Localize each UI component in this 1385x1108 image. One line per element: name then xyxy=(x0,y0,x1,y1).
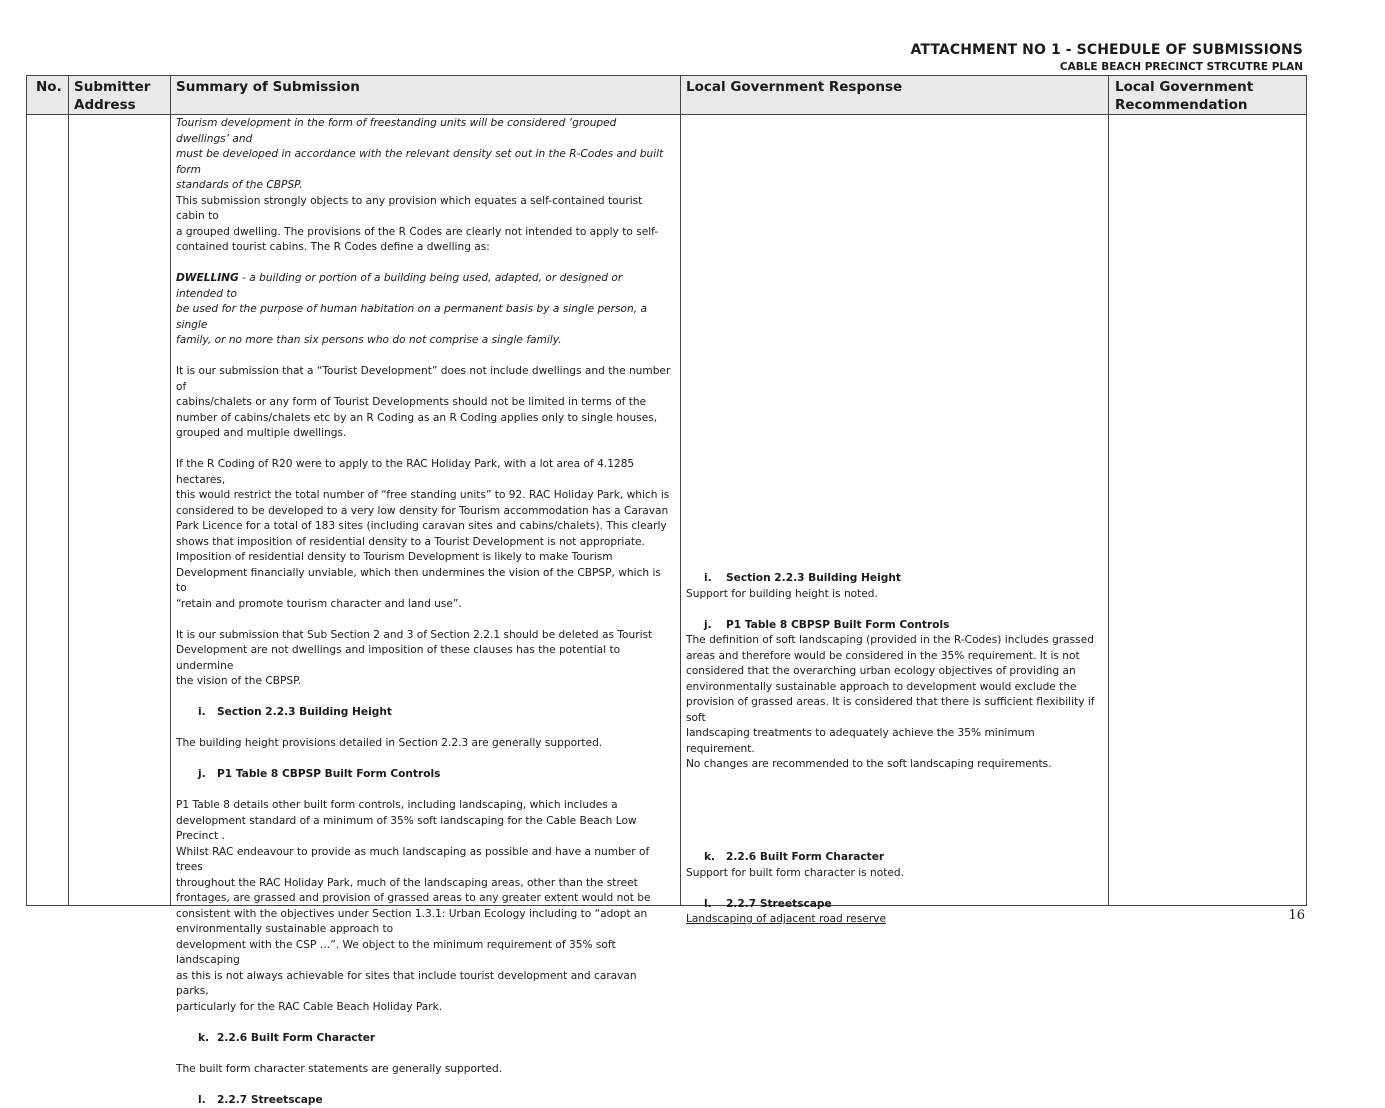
col-header-response: Local Government Response xyxy=(686,78,902,96)
summary-paragraph: If the R Coding of R20 were to apply to the RAC Holiday Park, with a lot area of 4.1285 hectares, this would restrict the total number of “free standing units” to 92. RAC Holiday Park, which is considered to be developed to a very low density for Tourism accommodation has a Caravan Park Licence for a total of 183 sites (including caravan sites and cabins/chalets). This clearly shows that imposition of residential density to a Tourist Development is not appropriate. Imposition of residential density to Tourism Development is likely to make Tourism Development financially unviable, which then undermines the vision of the CBPSP, which is to “retain and promote tourism character and land use”. xyxy=(176,457,671,612)
submissions-table xyxy=(26,75,1307,906)
col-header-summary: Summary of Submission xyxy=(176,78,360,96)
section-title: Section 2.2.3 Building Height xyxy=(217,706,392,718)
column-divider xyxy=(68,76,69,905)
page-number: 16 xyxy=(1288,908,1305,923)
column-divider xyxy=(680,76,681,905)
response-section-heading xyxy=(686,897,1106,913)
section-title: P1 Table 8 CBPSP Built Form Controls xyxy=(217,768,440,780)
col-header-no: No. xyxy=(36,78,62,96)
document-subtitle: CABLE BEACH PRECINCT STRCUTRE PLAN xyxy=(1060,61,1303,73)
summary-paragraph: P1 Table 8 details other built form controls, including landscaping, which includes a development standard of a minimum of 35% soft landscaping for the Cable Beach Low Precinct . Whilst RAC endeavour to provide as much landscaping as possible and have a number of trees throughout the RAC Holiday Park, much of the landscaping areas, other than the street frontages, are grassed and provision of grassed areas to any greater extent would not be consistent with the objectives under Section 1.3.1: Urban Ecology including to “adopt an environmentally sustainable approach to development with the CSP …”. We object to the minimum requirement of 35% soft landscaping as this is not always achievable for sites that include tourist development and caravan parks, particularly for the RAC Cable Beach Holiday Park. xyxy=(176,798,671,1015)
table-header-row xyxy=(27,76,1306,115)
dwelling-definition-text: - a building or portion of a building being used, adapted, or designed or intended to be used for the purpose of human habitation on a permanent basis by a single person, a single family, or no more than six persons who do not comprise a single family. xyxy=(176,272,647,346)
summary-section-heading xyxy=(176,705,671,721)
section-letter: j. xyxy=(704,618,726,634)
section-title: 2.2.6 Built Form Character xyxy=(726,851,884,863)
dwelling-term: DWELLING xyxy=(176,272,239,284)
section-letter: j. xyxy=(198,767,217,783)
col-header-submitter: Submitter Address xyxy=(74,78,150,114)
summary-paragraph: It is our submission that a “Tourist Development” does not include dwellings and the number of cabins/chalets or any form of Tourist Developments should not be limited in terms of the number of cabins/chalets etc by an R Coding as an R Coding applies only to single houses, grouped and multiple dwellings. xyxy=(176,364,671,442)
response-paragraph: Landscaping of adjacent road reserve xyxy=(686,912,1106,928)
summary-paragraph: The built form character statements are generally supported. xyxy=(176,1062,671,1078)
section-title: Section 2.2.3 Building Height xyxy=(726,572,901,584)
response-paragraph: Support for built form character is noted. xyxy=(686,866,1106,882)
document-title: ATTACHMENT NO 1 - SCHEDULE OF SUBMISSIONS xyxy=(911,42,1303,58)
section-letter: l. xyxy=(704,897,726,913)
section-letter: i. xyxy=(704,571,726,587)
section-letter: l. xyxy=(198,1093,217,1108)
summary-paragraph: This submission strongly objects to any provision which equates a self-contained tourist cabin to a grouped dwelling. The provisions of the R Codes are clearly not intended to apply to self- contained tourist cabins. The R Codes define a dwelling as: xyxy=(176,194,671,256)
response-paragraph: The definition of soft landscaping (provided in the R-Codes) includes grassed areas and therefore would be considered in the 35% requirement. It is not considered that the overarching urban ecology objectives of providing an environmentally sustainable approach to development would exclude the provision of grassed areas. It is considered that there is sufficient flexibility if soft landscaping treatments to adequately achieve the 35% minimum requirement. No changes are recommended to the soft landscaping requirements. xyxy=(686,633,1106,773)
summary-paragraph: Tourism development in the form of freestanding units will be considered ‘grouped dwellings’ and must be developed in accordance with the relevant density set out in the R-Codes and built form standards of the CBPSP. xyxy=(176,116,671,194)
response-section-heading xyxy=(686,850,1106,866)
summary-section-heading xyxy=(176,1093,671,1108)
response-cell xyxy=(686,116,1106,928)
response-section-heading xyxy=(686,618,1106,634)
section-title: 2.2.7 Streetscape xyxy=(217,1094,323,1106)
summary-cell xyxy=(176,116,671,1108)
summary-section-heading xyxy=(176,767,671,783)
section-letter: i. xyxy=(198,705,217,721)
response-section-heading xyxy=(686,571,1106,587)
section-letter: k. xyxy=(704,850,726,866)
column-divider xyxy=(170,76,171,905)
summary-section-heading xyxy=(176,1031,671,1047)
section-letter: k. xyxy=(198,1031,217,1047)
col-header-recommendation: Local Government Recommendation xyxy=(1115,78,1253,114)
section-title: 2.2.6 Built Form Character xyxy=(217,1032,375,1044)
column-divider xyxy=(1108,76,1109,905)
section-title: P1 Table 8 CBPSP Built Form Controls xyxy=(726,619,949,631)
response-paragraph: Support for building height is noted. xyxy=(686,587,1106,603)
summary-paragraph: It is our submission that Sub Section 2 and 3 of Section 2.2.1 should be deleted as Tourist Development are not dwellings and imposition of these clauses has the potential to undermine the vision of the CBPSP. xyxy=(176,628,671,690)
section-title: 2.2.7 Streetscape xyxy=(726,898,832,910)
summary-paragraph: The building height provisions detailed in Section 2.2.3 are generally supported. xyxy=(176,736,671,752)
dwelling-definition xyxy=(176,271,671,349)
